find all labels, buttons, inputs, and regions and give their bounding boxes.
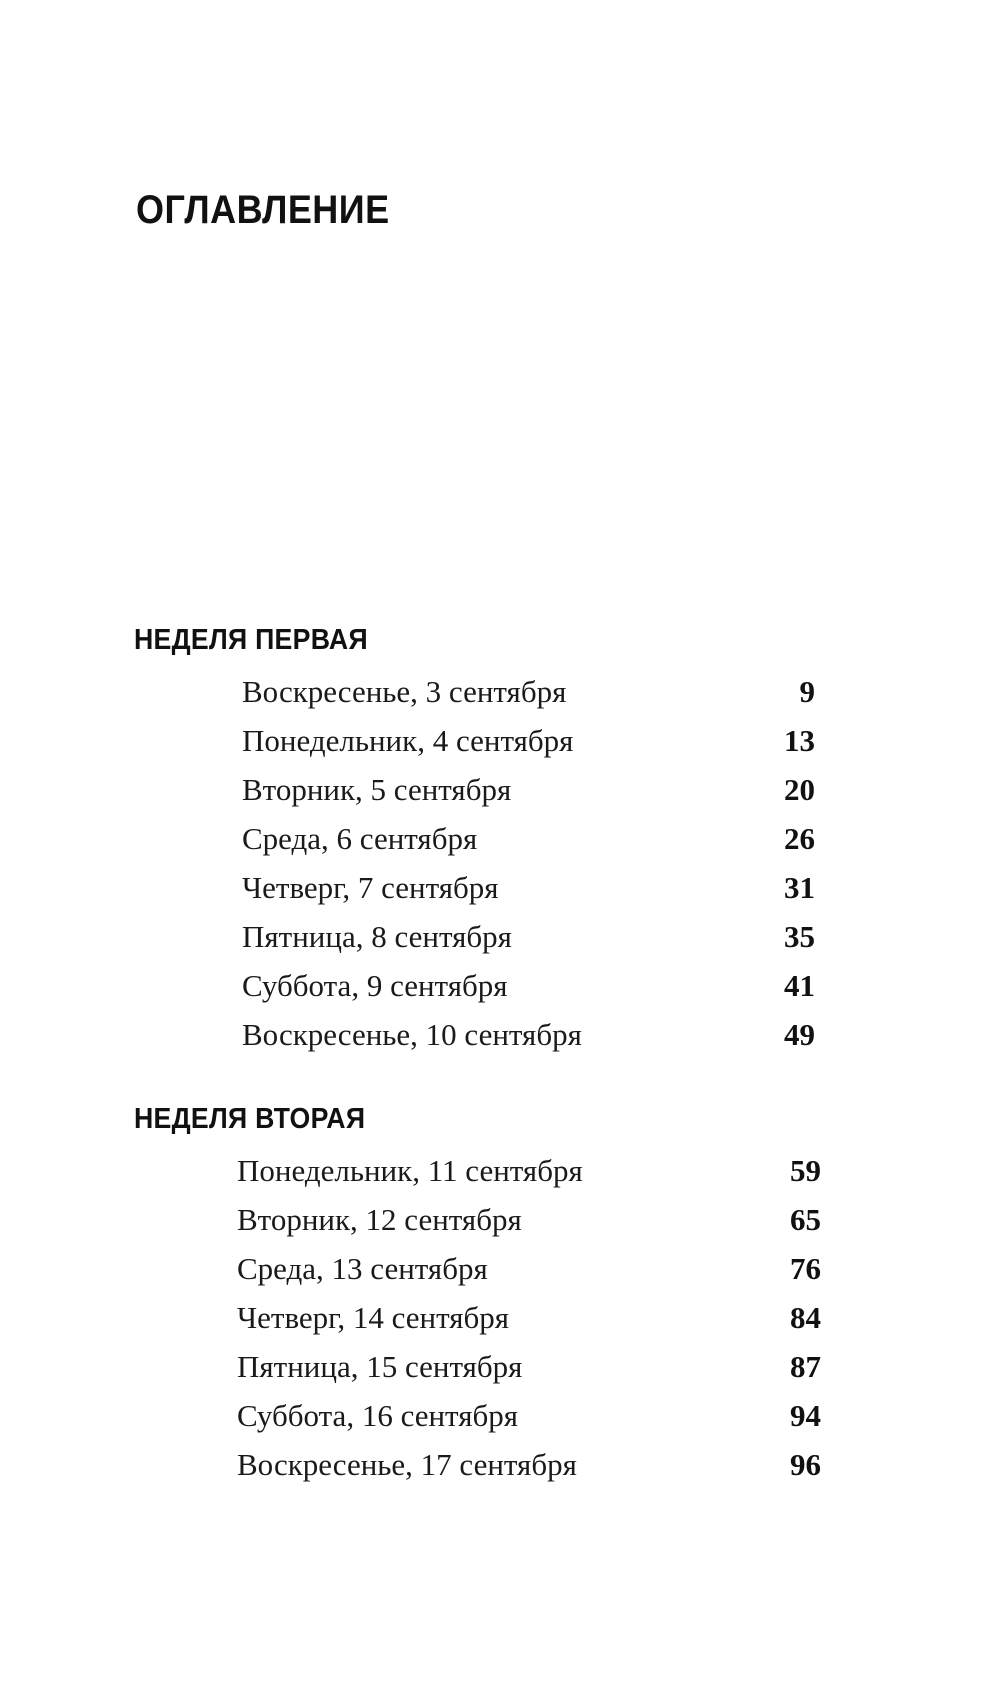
toc-entry-label: Пятница, 8 сентября xyxy=(242,919,512,954)
toc-entry[interactable] xyxy=(134,870,834,919)
toc-entry-page: 96 xyxy=(790,1447,821,1482)
toc-entry-list xyxy=(134,1153,834,1496)
page-title: ОГЛАВЛЕНИЕ xyxy=(136,188,390,232)
section-heading: НЕДЕЛЯ ПЕРВАЯ xyxy=(134,624,368,656)
toc-entry[interactable] xyxy=(134,674,834,723)
toc-entry-list xyxy=(134,674,834,1066)
toc-entry-page: 94 xyxy=(790,1398,821,1433)
toc-entry-page: 87 xyxy=(790,1349,821,1384)
toc-entry-label: Четверг, 14 сентября xyxy=(237,1300,510,1335)
section-heading: НЕДЕЛЯ ВТОРАЯ xyxy=(134,1103,366,1135)
toc-entry-label: Вторник, 5 сентября xyxy=(242,772,512,807)
toc-entry[interactable] xyxy=(134,723,834,772)
toc-entry[interactable] xyxy=(134,821,834,870)
toc-entry[interactable] xyxy=(134,772,834,821)
toc-entry-label: Вторник, 12 сентября xyxy=(237,1202,522,1237)
toc-entry-page: 9 xyxy=(799,674,815,709)
toc-entry[interactable] xyxy=(134,1447,834,1496)
toc-entry-page: 35 xyxy=(784,919,815,954)
toc-entry[interactable] xyxy=(134,1349,834,1398)
toc-entry-page: 65 xyxy=(790,1202,821,1237)
toc-entry-page: 13 xyxy=(784,723,815,758)
toc-entry[interactable] xyxy=(134,1398,834,1447)
toc-entry-page: 31 xyxy=(784,870,815,905)
toc-entry-page: 26 xyxy=(784,821,815,856)
toc-entry-page: 49 xyxy=(784,1017,815,1052)
toc-entry[interactable] xyxy=(134,1202,834,1251)
toc-section-week-2 xyxy=(134,1103,834,1496)
toc-entry-label: Пятница, 15 сентября xyxy=(237,1349,523,1384)
toc-entry[interactable] xyxy=(134,1300,834,1349)
toc-entry-label: Среда, 6 сентября xyxy=(242,821,478,856)
toc-entry-page: 41 xyxy=(784,968,815,1003)
toc-entry[interactable] xyxy=(134,1251,834,1300)
toc-entry-label: Понедельник, 11 сентября xyxy=(237,1153,583,1188)
toc-entry-label: Суббота, 9 сентября xyxy=(242,968,508,1003)
toc-entry-label: Среда, 13 сентября xyxy=(237,1251,488,1286)
toc-entry-page: 59 xyxy=(790,1153,821,1188)
toc-entry-label: Суббота, 16 сентября xyxy=(237,1398,518,1433)
toc-entry[interactable] xyxy=(134,1153,834,1202)
toc-entry-label: Воскресенье, 10 сентября xyxy=(242,1017,582,1052)
toc-entry[interactable] xyxy=(134,919,834,968)
toc-section-week-1 xyxy=(134,624,834,1066)
toc-entry-label: Воскресенье, 17 сентября xyxy=(237,1447,577,1482)
toc-entry-page: 84 xyxy=(790,1300,821,1335)
toc-entry-page: 20 xyxy=(784,772,815,807)
toc-entry-page: 76 xyxy=(790,1251,821,1286)
toc-entry-label: Понедельник, 4 сентября xyxy=(242,723,574,758)
toc-entry-label: Воскресенье, 3 сентября xyxy=(242,674,567,709)
toc-entry-label: Четверг, 7 сентября xyxy=(242,870,499,905)
toc-entry[interactable] xyxy=(134,968,834,1017)
toc-entry[interactable] xyxy=(134,1017,834,1066)
